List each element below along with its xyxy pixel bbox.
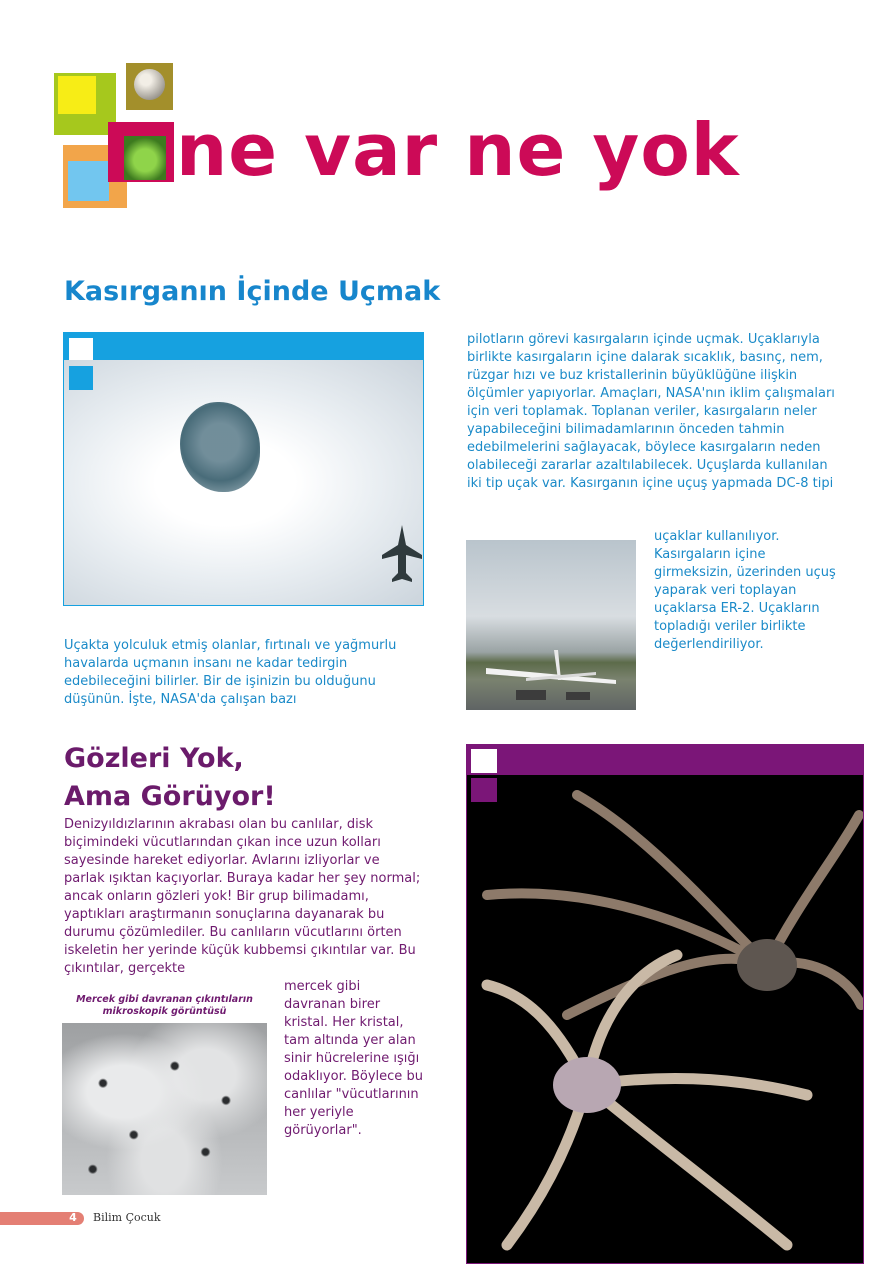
page-title: ne var ne yok	[176, 108, 740, 192]
brittlestar-photo-frame	[466, 744, 864, 1264]
frog-image	[124, 136, 166, 180]
microscope-image	[62, 1023, 267, 1195]
hurricane-photo	[64, 360, 423, 605]
hurricane-photo-frame	[63, 332, 424, 606]
decor-blue-square-small	[69, 366, 93, 390]
decor-yellow-square	[58, 76, 96, 114]
heading-line-1: Gözleri Yok,	[64, 743, 244, 774]
hurricane-eye	[180, 402, 260, 492]
planet-image	[134, 69, 165, 100]
article2-body-text: Denizyıldızlarının akrabası olan bu canlılar, disk biçimindeki vücutlarından çıkan ince uzun kolları sayesinde hareket ediyorlar. Avlarını izliyorlar ve parlak ışıktan kaçıyorlar. Buraya kadar her şey normal; ancak onların gözleri yok! Bir grup bilimadamı, yaptıkları araştırmanın sonuçlarına dayanarak bu durumu çözümlediler. Bu canlıların vücutlarını örten iskeletin her yerinde küçük kubbemsi çıkıntılar var. Bu çıkıntılar, gerçekte	[64, 817, 421, 976]
decor-white-square	[69, 338, 93, 360]
decor-blue-square	[68, 161, 109, 201]
photo-header-bar	[64, 333, 423, 360]
article-heading-hurricane: Kasırganın İçinde Uçmak	[64, 276, 441, 307]
article2-body-text-wrap: mercek gibi davranan birer kristal. Her kristal, tam altında yer alan sinir hücrelerine ışığı odaklıyor. Böylece bu canlılar "vücutlarının her yeriyle görüyorlar".	[284, 979, 423, 1138]
decor-white-square-2	[471, 749, 497, 773]
runway-airplane-photo	[466, 540, 636, 710]
airplane-silhouette	[382, 525, 422, 585]
magazine-name: Bilim Çocuk	[93, 1211, 161, 1224]
article-intro-text: Uçakta yolculuk etmiş olanlar, fırtınalı ve yağmurlu havalarda uçmanın insanı ne kadar tedirgin edebileceğini bilirler. Bir de işinizin bu olduğunu düşünün. İşte, NASA'da çalışan bazı	[64, 638, 397, 707]
page-number: 4	[69, 1211, 77, 1224]
brittlestar-photo	[467, 775, 863, 1263]
article-body-text-wrap: uçaklar kullanılıyor. Kasırgaların içine girmeksizin, üzerinden uçuş yaparak veri toplayan uçaklarsa ER-2. Uçakların topladığı veriler birlikte değerlendiriliyor.	[654, 529, 836, 652]
photo-header-bar-purple	[467, 745, 863, 775]
article-heading-brittlestar	[64, 740, 276, 816]
microscope-caption: Mercek gibi davranan çıkıntıların mikroskopik görüntüsü	[76, 994, 253, 1017]
microscope-image-frame	[62, 990, 267, 1195]
heading-line-2: Ama Görüyor!	[64, 781, 276, 812]
article-body-text: pilotların görevi kasırgaların içinde uçmak. Uçaklarıyla birlikte kasırgaların içine dalarak sıcaklık, basınç, nem, rüzgar hızı ve buz kristallerinin büyüklüğüne ilişkin ölçümler yapıyorlar. Amaçları, NASA'nın iklim çalışmaları için veri toplamak. Toplanan veriler, kasırgaların neler yapabileceğini bilimadamlarının önceden tahmin edebilmelerini sağlayacak, böylece kasırgaların neden olabileceği zararlar azaltılabilecek. Uçuşlarda kullanılan iki tip uçak var. Kasırganın içine uçuş yapmada DC-8 tipi	[467, 332, 835, 491]
